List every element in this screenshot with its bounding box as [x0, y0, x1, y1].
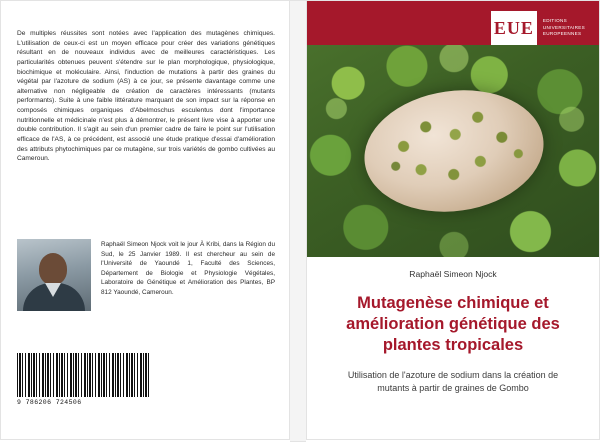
author-portrait-photo: [17, 239, 91, 311]
back-cover-blurb: De multiples réussites sont notées avec l'application des mutagènes chimiques. L'utilisation de ceux-ci est un moyen efficace pour créer des variations génétiques résultant en de nouveaux individus avec de meilleures caractéristiques. Les particularités obtenues peuvent s'étendre sur le plan morphologique, physiologique, biochimique et moléculaire. Ainsi, l'induction de mutations à partir des graines du végétal par l'azoture de sodium (AS) à ce jour, se présente davantage comme une alternative non négligeable de création de caractères intéressants (mutants performants). Suite à une faible littérature marquant de son impact sur la réponse en composés chimiques organiques d'Abelmoschus esculentus dont l'importance nutritionnelle et médicinale n'est plus à démontrer, le présent livre vise à apporter une double contribution. Il s'agit au sein d'un premier cadre de faire le point sur l'utilisation efficace de l'AS, à ce précédent, est associé une étude pratique d'essai d'amélioration des attributs phytochimiques par ce mutagène, sur trois variétés de gombo cultivées au Cameroun.: [17, 30, 275, 163]
back-cover-panel: [0, 0, 290, 440]
front-cover-title: Mutagenèse chimique et amélioration génétique des plantes tropicales: [346, 294, 560, 355]
author-info-block: [17, 239, 275, 311]
portrait-head-shape: [39, 253, 67, 285]
barcode: [17, 353, 149, 411]
author-biography: Raphaël Simeon Njock voit le jour À Kribi, dans la Région du Sud, le 25 Janvier 1989. Il est chercheur au sein de l'Université de Yaoundé 1, Faculté des Sciences, Département de Biologie et Physiologie Végétales, Laboratoire de Génétique et Amélioration des Plantes, BP 812 Yaoundé, Cameroun.: [101, 241, 275, 297]
cover-photo: [307, 45, 600, 257]
publisher-logo: [491, 11, 585, 45]
barcode-bars: [17, 353, 149, 397]
publisher-logo-text: EDITIONS UNIVERSITAIRES EUROPEENNES: [542, 17, 585, 37]
front-cover-author: Raphaël Simeon Njock: [409, 269, 497, 279]
book-spine: [290, 0, 306, 442]
publisher-logo-mark: EUE: [491, 11, 537, 45]
front-cover-panel: [306, 0, 600, 440]
isbn-number: 9 786206 724506: [17, 399, 82, 406]
front-cover-subtitle: Utilisation de l'azoture de sodium dans la création de mutants à partir de graines de Gombo: [347, 370, 559, 394]
